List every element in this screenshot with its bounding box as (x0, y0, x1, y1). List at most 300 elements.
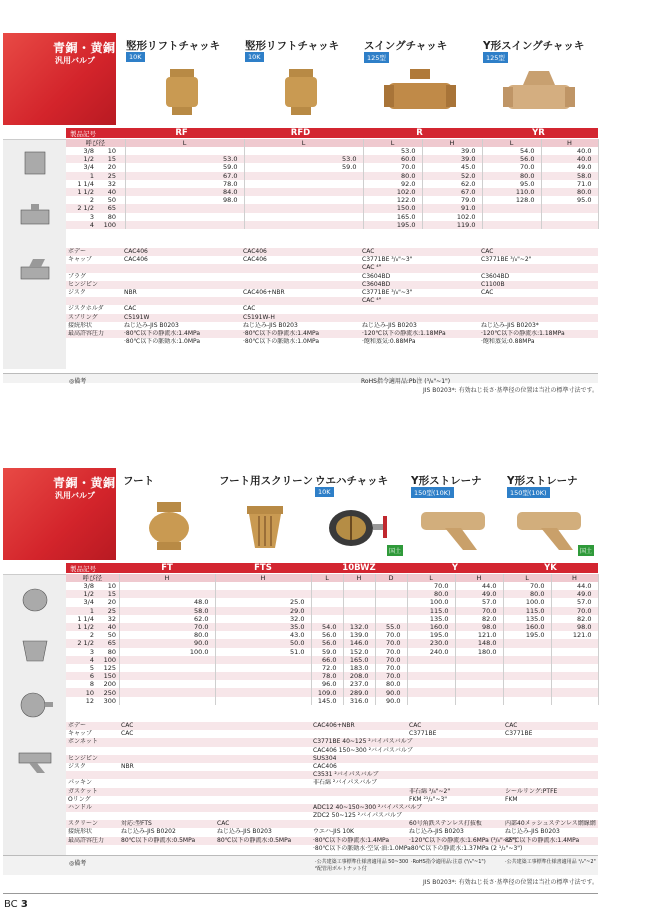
dimension-cell: 100.0 (119, 648, 215, 656)
dimension-cell: 67.0 (422, 188, 482, 196)
material-part-name: ヒンジピン (68, 280, 98, 288)
dimension-cell: 121.0 (455, 631, 503, 639)
dimension-cell (215, 656, 311, 664)
table-row (66, 697, 598, 705)
nominal-size-cell (66, 213, 125, 221)
product-10bwz (311, 468, 407, 560)
dimension-cell: 53.0 (244, 155, 363, 163)
dimension-cell: 25.0 (215, 598, 311, 606)
dimension-cell: 115.0 (503, 607, 551, 615)
dimension-cell (551, 697, 598, 705)
table-row (66, 155, 598, 163)
material-row (66, 722, 598, 730)
material-value: C5191W-H (243, 313, 275, 321)
dimension-cell: 40.0 (541, 147, 598, 155)
dimension-cell (551, 648, 598, 656)
dimension-cell (244, 147, 363, 155)
nominal-size-cell (66, 180, 125, 188)
dimension-cell: 316.0 (343, 697, 375, 705)
material-value: CAC (217, 820, 230, 828)
material-row (66, 322, 598, 330)
dimension-cell: 79.0 (422, 196, 482, 204)
material-value: FKM (505, 795, 518, 803)
nominal-size-cell (66, 163, 125, 171)
dimension-cell (455, 656, 503, 664)
valve-image (499, 63, 579, 121)
dimension-cell (375, 590, 407, 598)
material-value: C3771BE (409, 730, 437, 738)
dimension-cell: 70.0 (503, 582, 551, 590)
dimension-cell (244, 180, 363, 188)
dimension-cell (503, 639, 551, 647)
header-h: H (215, 574, 311, 582)
dimension-cell (551, 664, 598, 672)
size-inch: 4 (89, 655, 94, 664)
dimension-cell: 95.0 (482, 180, 541, 188)
size-inch: 8 (89, 680, 94, 689)
dimension-cell: 66.0 (311, 656, 343, 664)
dimension-cell: 56.0 (311, 631, 343, 639)
dimension-cell (407, 664, 455, 672)
code-ft: FT (161, 563, 173, 573)
dimension-cell: 90.0 (375, 688, 407, 696)
material-value: CAC ⁴" (362, 297, 382, 305)
size-mm: 20 (107, 163, 116, 172)
dimension-cell (311, 582, 343, 590)
dimension-cell (407, 688, 455, 696)
dimension-cell (375, 607, 407, 615)
remark-r: RoHS指令適用品:Pb注 (³/₈"~1") (361, 378, 451, 385)
material-value: ·120℃以下の静流水:1.18MPa (362, 329, 446, 337)
dimension-cell: 55.0 (375, 623, 407, 631)
size-mm: 15 (107, 155, 116, 164)
dimension-cell: 91.0 (422, 204, 482, 212)
header-nominal-size: 呼び径 (66, 574, 119, 582)
material-value: SUS304 (313, 754, 337, 762)
brand-title: 青銅・黄銅 (53, 41, 116, 55)
dimension-cell: 82.0 (455, 615, 503, 623)
product-yr (479, 33, 598, 125)
table-row (66, 188, 598, 196)
dimension-cell (482, 221, 541, 229)
dimension-cell (119, 664, 215, 672)
dimension-cell (244, 188, 363, 196)
jis-badge: 国土 (387, 545, 403, 556)
dimension-cell (215, 680, 311, 688)
size-inch: 1 1/2 (77, 188, 94, 197)
material-part-name: キャップ (68, 256, 93, 264)
product-tag: 125型 (483, 52, 508, 63)
product-fts (215, 468, 311, 560)
header-h: H (551, 574, 598, 582)
material-part-name: ジスクホルダ (68, 305, 104, 313)
material-value: シールリング:PTFE (505, 787, 558, 795)
dimension-cell (119, 672, 215, 680)
material-value: CAC (505, 722, 518, 729)
nominal-size-cell (66, 188, 125, 196)
size-mm: 200 (103, 680, 116, 689)
table-row (66, 672, 598, 680)
table-row (66, 648, 598, 656)
material-row (66, 779, 598, 787)
material-part-name: ジスク (68, 762, 86, 770)
dimension-cell: 39.0 (422, 147, 482, 155)
valve-image (129, 498, 209, 556)
dimension-cell (541, 204, 598, 212)
header-l: L (482, 139, 541, 147)
table-row (66, 590, 598, 598)
dimension-cell: 32.0 (215, 615, 311, 623)
dimension-cell: 110.0 (482, 188, 541, 196)
material-row (66, 297, 598, 305)
dimension-cell (343, 590, 375, 598)
dimension-cell (551, 680, 598, 688)
header-h: H (422, 139, 482, 147)
dimension-cell (119, 590, 215, 598)
dimension-cell (244, 221, 363, 229)
material-value: ·120℃以下の静流水:1.6MPa (³/₈"~2") (409, 836, 517, 844)
material-value: CAC (362, 248, 375, 255)
material-value: ·80℃以下の静流水:1.4MPa (124, 329, 201, 337)
dimension-cell (125, 204, 244, 212)
dimension-cell: 70.0 (482, 163, 541, 171)
dimension-sketches (3, 139, 66, 369)
table-row (66, 623, 598, 631)
material-row (66, 763, 598, 771)
dimension-cell: 128.0 (482, 196, 541, 204)
size-mm: 65 (107, 204, 116, 213)
size-inch: 2 (89, 196, 94, 205)
nominal-size-cell (66, 590, 119, 598)
dimension-cell (455, 697, 503, 705)
dimension-cell (343, 598, 375, 606)
dimension-cell: 70.0 (119, 623, 215, 631)
size-mm: 100 (103, 655, 116, 664)
code-10bwz: 10BWZ (342, 563, 376, 573)
dimension-cell (244, 204, 363, 212)
dimension-cell: 135.0 (503, 615, 551, 623)
dimension-cell: 195.0 (363, 221, 422, 229)
dimension-cell (244, 213, 363, 221)
size-mm: 15 (107, 590, 116, 599)
material-value: CAC406 (124, 248, 148, 255)
dimension-cell (551, 639, 598, 647)
material-row (66, 828, 598, 836)
nominal-size-cell (66, 664, 119, 672)
dimension-cell (343, 582, 375, 590)
material-part-name: プラグ (68, 272, 87, 280)
header-nominal-size: 呼び径 (66, 139, 125, 147)
dimension-cell: 165.0 (343, 656, 375, 664)
dimension-cell: 62.0 (119, 615, 215, 623)
dimension-cell: 49.0 (455, 590, 503, 598)
size-inch: 1 1/2 (77, 623, 94, 632)
size-mm: 10 (107, 582, 116, 591)
header-l: L (407, 574, 455, 582)
dimension-cell: 48.0 (119, 598, 215, 606)
table-row (66, 163, 598, 171)
dimension-cell (215, 672, 311, 680)
material-row (66, 812, 598, 820)
product-name: 竪形リフトチャッキ (126, 40, 221, 52)
nominal-size-cell (66, 623, 119, 631)
dimension-cell: 70.0 (375, 664, 407, 672)
size-mm: 20 (107, 598, 116, 607)
product-tag: 150型(10K) (411, 487, 454, 498)
size-mm: 300 (103, 696, 116, 705)
dimension-cell (407, 656, 455, 664)
material-row (66, 330, 598, 338)
material-value: ·80℃以下の静流水:1.37MPa (2 ¹/₂"~3") (409, 844, 523, 852)
dimension-cell: 57.0 (551, 598, 598, 606)
dimension-cell: 139.0 (343, 631, 375, 639)
dimension-cell (343, 615, 375, 623)
nominal-size-cell (66, 204, 125, 212)
table-row (66, 664, 598, 672)
remarks-row (3, 373, 598, 383)
material-value: CAC ⁴" (362, 264, 382, 272)
material-part-name: スプリング (68, 313, 98, 321)
material-value: ウエハ-JIS 10K (313, 828, 354, 836)
material-value: CAC406 150~300 ²バイパスバルブ (313, 746, 413, 754)
dimension-cell (407, 697, 455, 705)
table-row (66, 204, 598, 212)
dimension-cell: 90.0 (119, 639, 215, 647)
code-yr: YR (532, 128, 545, 138)
brand-title: 青銅・黄銅 (53, 476, 116, 490)
table-row (66, 631, 598, 639)
dimension-cell: 57.0 (455, 598, 503, 606)
dimension-cell: 165.0 (363, 213, 422, 221)
product-name: Y形ストレーナ (507, 475, 578, 487)
material-part-name: スクリーン (68, 820, 98, 828)
dimension-cell: 56.0 (482, 155, 541, 163)
material-part-name: ボンネット (68, 738, 98, 746)
section-foot-strainers (3, 468, 598, 888)
brand-header (3, 468, 116, 560)
material-value: NBR (121, 762, 134, 770)
material-value: 非石綿 ³/₈"~2" (409, 787, 451, 795)
dimension-cell: 95.0 (541, 196, 598, 204)
remark-yk: ·公共建築工事標準仕様書適用品 ¹/₂"~2" (505, 859, 596, 865)
nominal-size-cell (66, 615, 119, 623)
page-prefix: BC (4, 899, 18, 910)
dimension-cell: 44.0 (455, 582, 503, 590)
size-inch: 3/8 (83, 147, 94, 156)
dimension-cell (503, 688, 551, 696)
dimension-cell: 43.0 (215, 631, 311, 639)
product-name: Y形ストレーナ (411, 475, 482, 487)
size-mm: 40 (107, 623, 116, 632)
dimension-cell (551, 656, 598, 664)
size-mm: 50 (107, 631, 116, 640)
page-footer-line (3, 893, 598, 894)
code-label: 製品記号 (70, 130, 96, 138)
material-value: ·80℃以下の脈動水·空気·油:1.0MPa (313, 844, 411, 852)
material-value: CAC (121, 722, 134, 729)
materials-list (66, 722, 598, 853)
material-value: ねじ込み-JIS B0202 (121, 828, 176, 836)
dimension-cell: 80.0 (503, 590, 551, 598)
dimension-cell: 53.0 (363, 147, 422, 155)
dimension-cell: 72.0 (311, 664, 343, 672)
remarks-row (3, 855, 598, 875)
material-part-name: ヒンジピン (68, 754, 98, 762)
dimension-cell (503, 648, 551, 656)
dimension-cell: 98.0 (455, 623, 503, 631)
dimension-cell: 62.0 (422, 180, 482, 188)
size-inch: 3 (89, 647, 94, 656)
nominal-size-cell (66, 688, 119, 696)
dimension-cell: 70.0 (375, 656, 407, 664)
material-row (66, 804, 598, 812)
dimension-cell: 98.0 (551, 623, 598, 631)
material-row (66, 788, 598, 796)
table-row (66, 196, 598, 204)
table-row (66, 213, 598, 221)
dimension-cell: 119.0 (422, 221, 482, 229)
valve-image (317, 498, 397, 556)
size-mm: 80 (107, 212, 116, 221)
table-row (66, 639, 598, 647)
product-name: 竪形リフトチャッキ (245, 40, 340, 52)
material-part-name: ボデー (68, 248, 87, 255)
material-part-name: 接続形状 (68, 828, 93, 836)
material-value: ·80℃以下の脈動水:1.0MPa (243, 338, 320, 346)
material-value: CAC (481, 248, 494, 255)
material-row (66, 755, 598, 763)
page-num: 3 (20, 899, 28, 910)
material-part-name: 最高許容圧力 (68, 329, 105, 337)
material-value: ねじ込み-JIS B0203 (243, 321, 298, 329)
code-fts: FTS (254, 563, 272, 573)
nominal-size-cell (66, 648, 119, 656)
material-value: 非石綿 ²バイパスバルブ (313, 779, 378, 787)
size-inch: 1 (89, 606, 94, 615)
dimension-cell: 84.0 (125, 188, 244, 196)
dimension-cell: 49.0 (541, 163, 598, 171)
table-header (66, 139, 598, 147)
dimension-cell: 80.0 (119, 631, 215, 639)
material-row (66, 845, 598, 853)
dimension-cell: 160.0 (503, 623, 551, 631)
dimension-cell: 59.0 (125, 163, 244, 171)
code-rfd: RFD (290, 128, 311, 138)
brand-subtitle: 汎用バルブ (55, 56, 95, 65)
material-part-name: 接続形状 (68, 321, 93, 329)
dimension-cell: 56.0 (311, 639, 343, 647)
dimension-cell (311, 598, 343, 606)
dimension-cell: 160.0 (407, 623, 455, 631)
size-mm: 100 (103, 220, 116, 229)
material-value: ·80℃以下の脈動水:1.0MPa (124, 338, 201, 346)
dimension-cell: 70.0 (375, 648, 407, 656)
material-row (66, 837, 598, 845)
material-value: CAC406+NBR (313, 722, 355, 729)
product-rfd (241, 33, 360, 125)
code-label: 製品記号 (70, 565, 96, 573)
dimension-cell (551, 672, 598, 680)
size-mm: 250 (103, 688, 116, 697)
size-mm: 25 (107, 171, 116, 180)
product-tag: 150型(10K) (507, 487, 550, 498)
nominal-size-cell (66, 697, 119, 705)
size-mm: 40 (107, 188, 116, 197)
material-value: ねじ込み-JIS B0203 (505, 828, 560, 836)
table-row (66, 598, 598, 606)
material-value: NBR (124, 288, 137, 296)
size-inch: 1 (89, 171, 94, 180)
product-tag: 10K (245, 52, 264, 62)
code-r: R (416, 128, 423, 138)
table-row (66, 172, 598, 180)
jis-badge: 国土 (578, 545, 594, 556)
sketch-swing (15, 200, 55, 230)
dimension-cell: 40.0 (541, 155, 598, 163)
material-row (66, 248, 598, 256)
product-tag: 10K (315, 487, 334, 497)
product-code-bar (66, 563, 598, 573)
product-ft (119, 468, 215, 560)
dimension-cell: 67.0 (125, 172, 244, 180)
dimension-cell (503, 656, 551, 664)
size-mm: 80 (107, 647, 116, 656)
size-mm: 10 (107, 147, 116, 156)
material-value: ねじ込み-JIS B0203* (481, 321, 539, 329)
dimension-cell (482, 204, 541, 212)
material-value: CAC406 (124, 256, 148, 264)
dimension-cell: 80.0 (482, 172, 541, 180)
dimension-cell (407, 680, 455, 688)
material-value: CAC406 (313, 762, 337, 770)
code-y: Y (451, 563, 459, 573)
table-row (66, 656, 598, 664)
header-l: L (125, 139, 244, 147)
dimension-cell: 80.0 (541, 188, 598, 196)
material-row (66, 796, 598, 804)
product-r (360, 33, 479, 125)
header-h: H (119, 574, 215, 582)
dimension-cell: 58.0 (541, 172, 598, 180)
material-value: 85℃以下の静流水:1.4MPa (505, 836, 580, 844)
material-row (66, 289, 598, 297)
material-value: C3531 ²バイパスバルブ (313, 771, 379, 779)
material-part-name: パッキン (68, 779, 92, 787)
dimension-cell: 121.0 (551, 631, 598, 639)
dimension-cell (503, 697, 551, 705)
dimension-cell (455, 664, 503, 672)
dimension-cell: 183.0 (343, 664, 375, 672)
product-name: ウエハチャッキ (315, 475, 389, 487)
dimension-cell: 80.0 (363, 172, 422, 180)
dimension-cell (375, 615, 407, 623)
dimension-cell: 180.0 (455, 648, 503, 656)
dimension-cell (503, 664, 551, 672)
material-value: 内部40メッシュステンレス網線網 (505, 820, 596, 828)
material-value: 80℃以下の静流水:0.5MPa (121, 836, 196, 844)
table-row (66, 680, 598, 688)
dimension-cell (125, 221, 244, 229)
material-row (66, 273, 598, 281)
material-value: C3604BD (481, 272, 510, 280)
dimension-cell: 230.0 (407, 639, 455, 647)
dimension-cell: 289.0 (343, 688, 375, 696)
dimension-cell: 208.0 (343, 672, 375, 680)
sketch-y-strainer (15, 745, 55, 775)
dimension-cell (375, 598, 407, 606)
product-rf (122, 33, 241, 125)
material-row (66, 281, 598, 289)
